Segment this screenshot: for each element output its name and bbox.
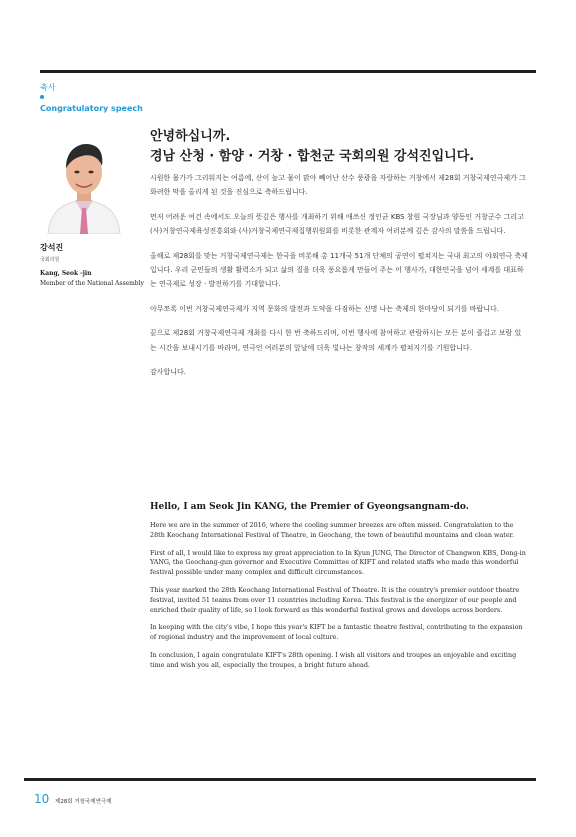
headline-greeting: 안녕하십니까. <box>150 129 231 144</box>
speaker-photo <box>42 130 126 234</box>
english-paragraph: Here we are in the summer of 2016, where the cooling summer breezes are often missed. Congratulation to the 28th Keochang International Festival of Theatre, in Geochang, the town of beautiful mountains and clean water. <box>150 521 515 539</box>
section-label-english: Congratulatory speech <box>40 104 143 113</box>
speaker-portrait-image <box>42 130 126 234</box>
speaker-name-english: Kang, Seok -jin <box>40 270 92 277</box>
headline-introduction: 경남 산청 · 함양 · 거창 · 합천군 국회의원 강석진입니다. <box>150 149 475 164</box>
english-speech-body <box>150 521 530 679</box>
speaker-name-korean: 강석진 <box>40 243 64 252</box>
page-number: 10 <box>34 792 50 806</box>
section-bullet <box>40 95 44 99</box>
bottom-rule <box>24 778 536 781</box>
top-rule <box>40 70 536 73</box>
publication-name: 제28회 거창국제연극제 <box>55 799 112 805</box>
english-paragraph: This year marked the 28th Keochang International Festival of Theatre. It is the country's premier outdoor theatre festival, invited 51 teams from over 11 countries including Korea. This festival is the energizer of our people and enriched their quality of life, so I look forward as this wonderful festival grows and develops across borders. <box>150 585 520 614</box>
speaker-title-korean: 국회의원 <box>40 257 60 263</box>
english-heading: Hello, I am Seok Jin KANG, the Premier of Gyeongsangnam-do. <box>150 502 469 512</box>
korean-paragraph: 시원한 물가가 그리워지는 여름에, 산이 높고 물이 맑아 빼어난 산수 풍광을 자랑하는 거창에서 제28회 거창국제연극제가 그 화려한 막을 올리게 된 것을 진심으로 축하드립니다. <box>150 174 526 197</box>
korean-paragraph: 끝으로 제28회 거창국제연극제 개최를 다시 한 번 축하드리며, 이번 행사에 참여하고 관람하시는 모든 분이 즐겁고 보람 있는 시간을 보내시기를 바라며, 연극인 여러분의 앞날에 더욱 빛나는 창작의 세계가 펼쳐지기를 기원합니다. <box>150 329 522 352</box>
section-label-korean: 축사 <box>40 83 56 92</box>
speaker-title-english: Member of the National Assembly <box>40 280 144 287</box>
korean-paragraph: 먼저 어려운 여건 속에서도 오늘의 뜻깊은 행사를 개최하기 위해 애쓰신 정인균 KBS 창원 국장님과 양동인 거창군수 그리고 (사)거창연극제육성진흥회와 (사)거창국제연극제집행위원회를 비롯한 관계자 여러분께 깊은 감사의 말씀을 드립니다. <box>150 212 524 236</box>
page-title <box>150 127 474 167</box>
korean-paragraph: 아무쪼록 이번 거창국제연극제가 지역 문화의 발전과 도약을 다짐하는 신명 나는 축제의 한마당이 되기를 바랍니다. <box>150 304 499 313</box>
english-paragraph: In keeping with the city's vibe, I hope this year's KIFT be a fantastic theatre festival, contributing to the expansion of regional industry and the improvement of local culture. <box>150 623 523 642</box>
english-paragraph: First of all, I would like to express my great appreciation to In Kyun JUNG, The Director of Changwon KBS, Dong-in YANG, the Geochang-gun governor and Executive Committee of KIFT and related staffs who made this wonderful festival possible under many complex and difficult circumstances. <box>150 548 526 577</box>
korean-paragraph: 올해로 제28회를 맞는 거창국제연극제는 한국을 비롯해 총 11개국 51개 단체의 공연이 펼쳐지는 국내 최고의 야외연극 축제입니다. 우리 군민들의 생활 활력소가 되고 삶의 질을 더욱 풍요롭게 만들어 주는 이 행사가, 대한민국을 넘어 세계를 대표하는 연극제로 성장 · 발전하기를 기대합니다. <box>150 251 528 289</box>
korean-paragraph: 감사합니다. <box>150 368 187 377</box>
korean-speech-body <box>150 171 528 389</box>
english-paragraph: In conclusion, I again congratulate KIFT's 28th opening. I wish all visitors and troupes an enjoyable and exciting time and wish you all, especially the troupes, a bright future ahead. <box>150 650 517 669</box>
